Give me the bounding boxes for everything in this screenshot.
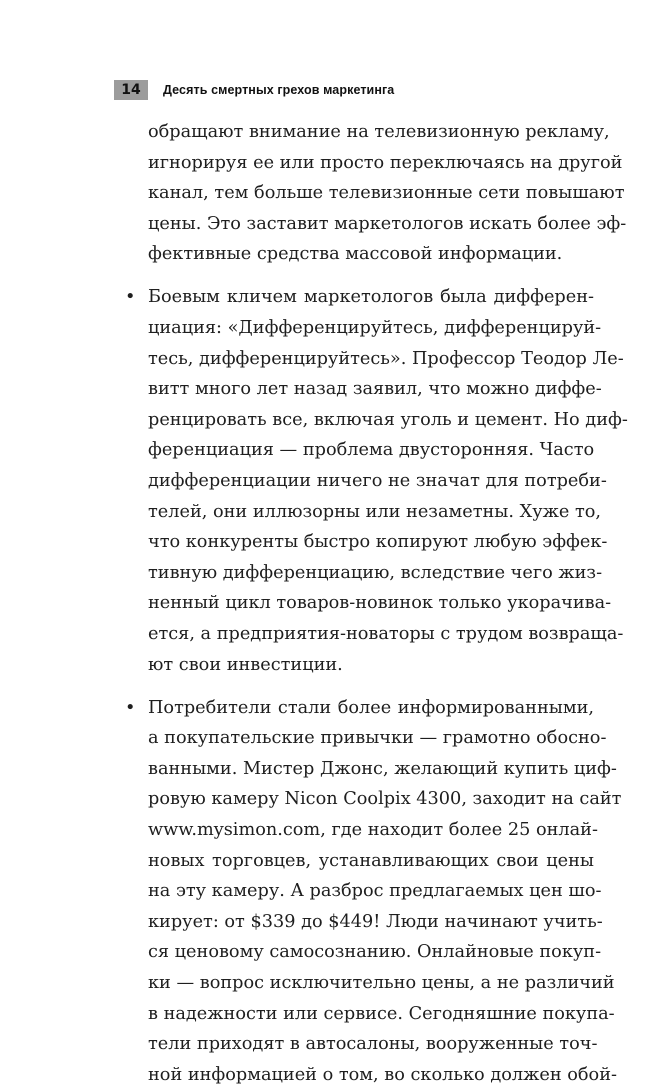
paragraph <box>148 117 627 270</box>
paragraph-gap <box>148 270 594 283</box>
bullet-marker: • <box>125 287 136 308</box>
text-line: что конкуренты быстро копируют любую эффек- <box>148 532 608 553</box>
body-text <box>125 117 628 1090</box>
text-line: ки — вопрос исключительно цены, а не различий <box>148 973 615 994</box>
text-line: витт много лет назад заявил, что можно диффе- <box>148 379 602 400</box>
text-line: обращают внимание на телевизионную рекламу, <box>148 122 610 142</box>
text-line: ференциация — проблема двусторонняя. Часто <box>148 440 595 461</box>
text-line: кирует: от $339 до $449! Люди начинают учить- <box>148 911 603 932</box>
text-line: дифференциации ничего не значат для потреби- <box>148 471 607 492</box>
bullet-marker: • <box>125 697 136 718</box>
text-line: фективные средства массовой информации. <box>148 244 563 265</box>
text-line: ся ценовому самосознанию. Онлайновые покуп- <box>148 942 602 963</box>
paragraph-gap <box>148 680 594 693</box>
text-line: тели приходят в автосалоны, вооруженные точ- <box>148 1034 598 1055</box>
bullet-paragraph <box>125 693 622 1090</box>
text-line: канал, тем больше телевизионные сети повышают <box>148 183 625 204</box>
text-line: ренцировать все, включая уголь и цемент. Но диф- <box>148 409 628 430</box>
text-line: игнорируя ее или просто переключаясь на другой <box>148 152 623 173</box>
running-header <box>114 80 394 100</box>
text-line: на эту камеру. А разброс предлагаемых цен шо- <box>148 881 602 902</box>
bullet-paragraph <box>125 282 628 680</box>
text-line: ется, а предприятия-новаторы с трудом возвраща- <box>148 624 624 644</box>
text-line: ненный цикл товаров-новинок только укорачива- <box>148 593 612 614</box>
text-line <box>125 282 594 313</box>
text-line: в надежности или сервисе. Сегодняшние покупа- <box>148 1003 615 1024</box>
text-line: телей, они иллюзорны или незаметны. Хуже то, <box>148 501 602 522</box>
text-line: ют свои инвестиции. <box>148 654 343 675</box>
text-line: ванными. Мистер Джонс, желающий купить циф- <box>148 758 617 779</box>
text-line: www.mysimon.com, где находит более 25 онлай- <box>148 820 598 841</box>
text-line: тесь, дифференцируйтесь». Профессор Теодор Ле- <box>148 348 624 369</box>
text-line: ровую камеру Nicon Coolpix 4300, заходит на сайт <box>148 789 622 810</box>
text-line: тивную дифференциацию, вследствие чего жиз- <box>148 562 603 583</box>
text-line <box>125 693 594 724</box>
text-line: циация: «Дифференцируйтесь, дифференцируй- <box>148 318 602 339</box>
text-line: а покупательские привычки — грамотно обосно- <box>148 728 607 749</box>
text-line: цены. Это заставит маркетологов искать более эф- <box>148 213 627 234</box>
text-line-content: Боевым кличем маркетологов была дифферен- <box>148 287 594 308</box>
running-title: Десять смертных грехов маркетинга <box>163 83 395 97</box>
page-number: 14 <box>114 80 148 100</box>
text-line: ной информацией о том, во сколько должен обой- <box>148 1064 617 1085</box>
text-line-content: Потребители стали более информированными, <box>148 697 594 718</box>
text-line: новых торговцев, устанавливающих свои цены <box>148 850 594 871</box>
